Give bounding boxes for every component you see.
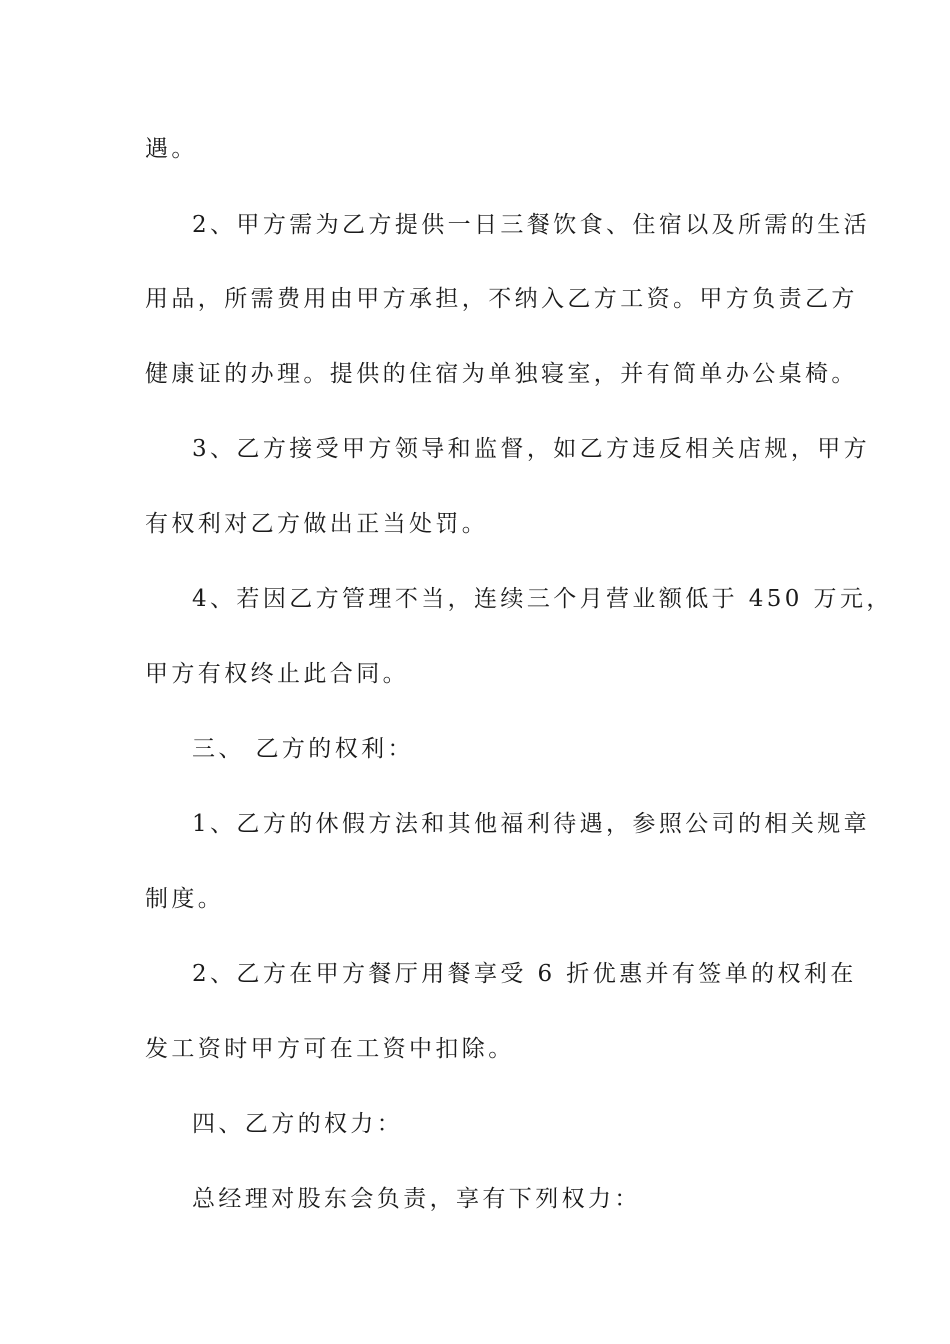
section-heading: 三、 乙方的权利： [192,736,414,762]
text-line: 制度。 [145,886,225,912]
text-line: 遇。 [145,136,198,162]
text-line: 3、乙方接受甲方领导和监督，如乙方违反相关店规，甲方 [192,436,871,462]
text-line: 健康证的办理。提供的住宿为单独寝室，并有简单办公桌椅。 [145,361,858,387]
section-heading: 四、乙方的权力： [192,1111,404,1137]
text-line: 有权利对乙方做出正当处罚。 [145,511,489,537]
text-line: 1、乙方的休假方法和其他福利待遇，参照公司的相关规章 [192,811,871,837]
text-line: 总经理对股东会负责，享有下列权力： [192,1186,641,1212]
text-line: 用品，所需费用由甲方承担，不纳入乙方工资。甲方负责乙方 [145,286,858,312]
text-line: 甲方有权终止此合同。 [145,661,409,687]
text-line: 2、乙方在甲方餐厅用餐享受 6 折优惠并有签单的权利在 [192,961,857,987]
text-line: 4、若因乙方管理不当，连续三个月营业额低于 450 万元， [192,586,893,612]
text-line: 发工资时甲方可在工资中扣除。 [145,1036,515,1062]
text-line: 2、甲方需为乙方提供一日三餐饮食、住宿以及所需的生活 [192,212,871,238]
